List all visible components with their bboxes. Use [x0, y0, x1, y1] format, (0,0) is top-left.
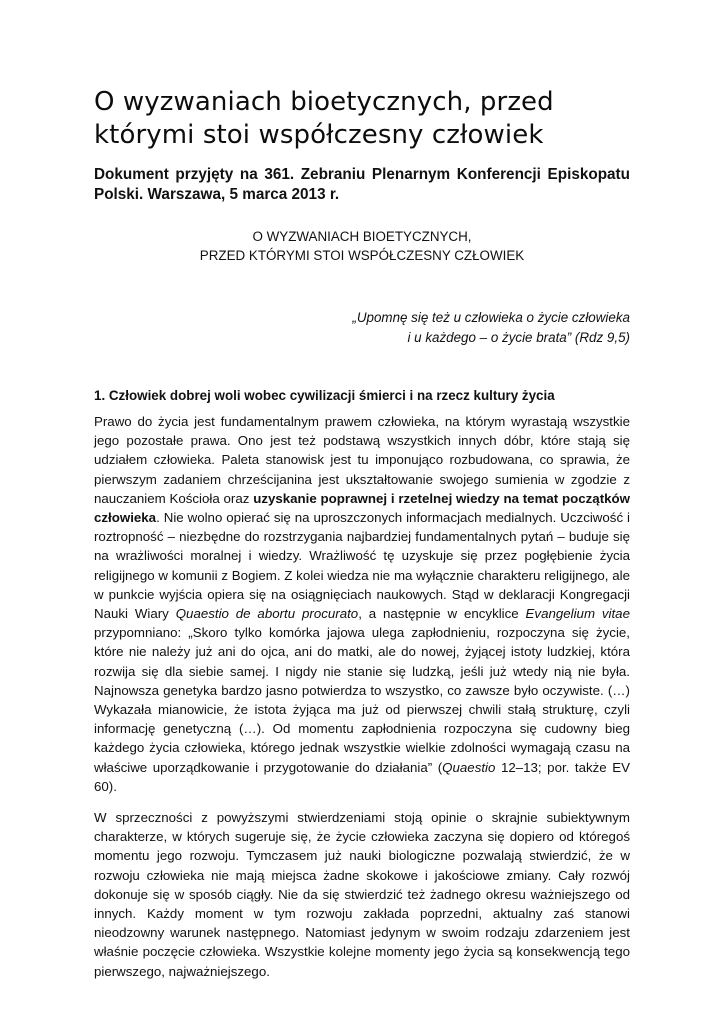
section-1-heading: 1. Człowiek dobrej woli wobec cywilizacji śmierci i na rzecz kultury życia: [94, 388, 555, 403]
paragraph-1-text-d: przypomniano: „Skoro tylko komórka jajowa ulega zapłodnieniu, rozpoczyna się życie, które nie należy już ani do ojca, ani do matki, ale do nowej, żyjącej istoty ludzkiej, która rozwija się dla siebie samej. I nigdy nie stanie się ludzką, jeśli już wtedy nią nie była. Najnowsza genetyka bardzo jasno potwierdza to wszystko, co zawsze było oczywiste. (…) Wykazała mianowicie, że istota żyjąca ma już od pierwszej chwili stałą strukturę, czyli informację genetyczną (…). Od momentu zapłodnienia rozpoczyna się cudowny bieg każdego życia człowieka, którego jednak wszystkie wielkie zdolności wymagają czasu na właściwe uporządkowanie i przygotowanie do działania” (: [94, 625, 630, 775]
centered-heading-line-2: PRZED KTÓRYMI STOI WSPÓŁCZESNY CZŁOWIEK: [199, 248, 525, 263]
paragraph-1-italic-title-2: Evangelium vitae: [525, 606, 630, 622]
centered-heading: [94, 227, 630, 265]
paragraph-1-text-a: Prawo do życia jest fundamentalnym prawem człowieka, na którym wyrastają wszystkie jego pozostałe prawa. Ono jest też podstawą wszystkich innych dóbr, które stają się udziałem człowieka. Paleta stanowisk jest tu imponująco rozbudowana, co sprawia, że pierwszym zadaniem chrześcijanina jest ukształtowanie swojego sumienia w zgodzie z nauczaniem Kościoła oraz: [94, 414, 630, 506]
epigraph-line-1: „Upomnę się też u człowieka o życie człowieka: [352, 310, 630, 325]
paragraph-1-italic-title-3: Quaestio: [442, 759, 496, 775]
paragraph-1: [94, 412, 630, 796]
document-title: [94, 86, 630, 152]
paragraph-1-text-c: , a następnie w encyklice: [358, 606, 526, 622]
epigraph: [94, 308, 630, 347]
document-page: [94, 86, 630, 981]
centered-heading-line-1: O WYZWANIACH BIOETYCZNYCH,: [252, 229, 472, 244]
paragraph-1-text-e: 12–13; por. także EV 60).: [94, 759, 630, 794]
epigraph-line-2: i u każdego – o życie brata” (Rdz 9,5): [407, 329, 630, 345]
paragraph-2: W sprzeczności z powyższymi stwierdzeniami stoją opinie o skrajnie subiektywnym charakterze, w których sugeruje się, że życie człowieka zaczyna się dopiero od któregoś momentu jego rozwoju. Tymczasem już nauki biologiczne pozwalają stwierdzić, że w rozwoju człowieka nie mają miejsca żadne skokowe i jakościowe zmiany. Cały rozwój dokonuje się w sposób ciągły. Nie da się stwierdzić też żadnego okresu ważniejszego od innych. Każdy moment w tym rozwoju zakłada poprzedni, aktualny zaś stanowi nieodzowny warunek następnego. Natomiast jedynym w swoim rodzaju zdarzeniem jest właśnie poczęcie człowieka. Wszystkie kolejne momenty jego życia są konsekwencją tego pierwszego, najważniejszego.: [94, 810, 630, 979]
paragraph-1-italic-title-1: Quaestio de abortu procurato: [175, 606, 359, 622]
paragraph-1-text-b: . Nie wolno opierać się na uproszczonych informacjach medialnych. Uczciwość i roztropność – niezbędne do rozstrzygania najbardziej fundamentalnych pytań – buduje się na wrażliwości moralnej i wiedzy. Wrażliwość tę uzyskuje się przez pogłębienie życia religijnego w komunii z Bogiem. Z kolei wiedza nie ma wyłącznie charakteru religijnego, ale w punkcie wyjścia opiera się na osiągnięciach naukowych. Stąd w deklaracji Kongregacji Nauki Wiary: [94, 510, 630, 622]
document-subtitle: Dokument przyjęty na 361. Zebraniu Plenarnym Konferencji Episkopatu Polski. Warszawa, 5 marca 2013 r.: [94, 166, 630, 203]
title-line-2: którymi stoi współczesny człowiek: [94, 120, 544, 150]
title-line-1: O wyzwaniach bioetycznych, przed: [94, 87, 554, 117]
paragraph-1-bold-phrase: uzyskanie poprawnej i rzetelnej wiedzy na temat początków człowieka: [94, 490, 630, 526]
